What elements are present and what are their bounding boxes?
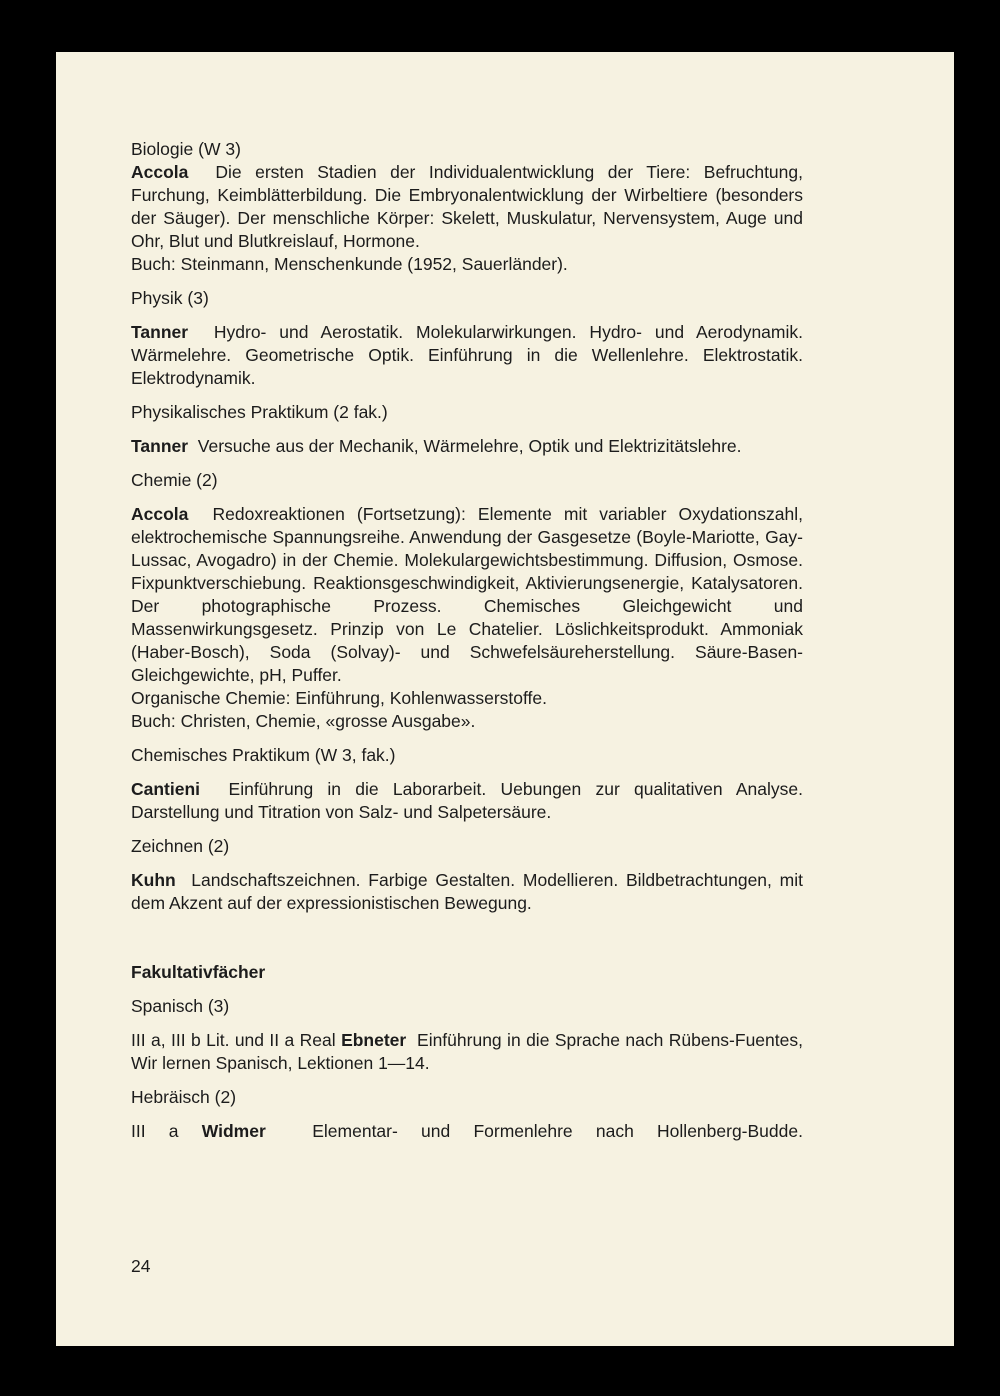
paragraph-text: Einführung in die Sprache nach Rübens-Fuentes, Wir lernen Spanisch, Lektionen 1—14. xyxy=(131,1030,803,1073)
teacher-name: Ebneter xyxy=(341,1030,407,1050)
paragraph-text: Versuche aus der Mechanik, Wärmelehre, Optik und Elektrizitätslehre. xyxy=(197,436,742,456)
document-page xyxy=(56,52,954,1346)
paragraph-text: Landschaftszeichnen. Farbige Gestalten. Modellieren. Bildbetrachtungen, mit dem Akzent auf der expressionistischen Bewegung. xyxy=(131,870,803,913)
section-title-praktikum: Physikalisches Praktikum (2 fak.) xyxy=(131,402,388,422)
organic-chemistry-line: Organische Chemie: Einführung, Kohlenwasserstoffe. xyxy=(131,688,548,708)
teacher-name: Tanner xyxy=(131,436,189,456)
paragraph-zeichnen xyxy=(131,869,803,915)
section-title-chem-praktikum: Chemisches Praktikum (W 3, fak.) xyxy=(131,745,396,765)
book-reference: Buch: Christen, Chemie, «grosse Ausgabe». xyxy=(131,711,476,731)
section-title-hebraeisch: Hebräisch (2) xyxy=(131,1087,237,1107)
section-title-physik: Physik (3) xyxy=(131,288,209,308)
teacher-name: Kuhn xyxy=(131,870,176,890)
paragraph-chem-praktikum xyxy=(131,778,803,824)
paragraph-text: Elementar- und Formenlehre nach Hollenberg-Budde. xyxy=(312,1121,803,1141)
book-reference: Buch: Steinmann, Menschenkunde (1952, Sauerländer). xyxy=(131,254,568,274)
paragraph-hebraeisch xyxy=(131,1120,803,1143)
page-number: 24 xyxy=(131,1256,151,1276)
paragraph-praktikum xyxy=(131,435,803,458)
teacher-name: Cantieni xyxy=(131,779,201,799)
page-content xyxy=(131,138,803,1143)
paragraph-text: Redoxreaktionen (Fortsetzung): Elemente mit variabler Oxydationszahl, elektrochemische Spannungsreihe. Anwendung der Gasgesetze (Boyle-Mariotte, Gay-Lussac, Avogadro) in der Chemie. Molekulargewichtsbestimmung. Diffusion, Osmose. Fixpunktverschiebung. Reaktionsgeschwindigkeit, Aktivierungsenergie, Katalysatoren. Der photographische Prozess. Chemisches Gleichgewicht und Massenwirkungsgesetz. Prinzip von Le Chatelier. Löslichkeitsprodukt. Ammoniak (Haber-Bosch), Soda (Solvay)- und Schwefelsäureherstellung. Säure-Basen-Gleichgewichte, pH, Puffer. xyxy=(131,504,803,685)
section-title-zeichnen: Zeichnen (2) xyxy=(131,836,230,856)
section-title-biologie: Biologie (W 3) xyxy=(131,139,241,159)
teacher-name: Tanner xyxy=(131,322,189,342)
paragraph-text: Einführung in die Laborarbeit. Uebungen zur qualitativen Analyse. Darstellung und Titration von Salz- und Salpetersäure. xyxy=(131,779,803,822)
teacher-name: Widmer xyxy=(201,1121,266,1141)
teacher-name: Accola xyxy=(131,504,189,524)
paragraph-text: Die ersten Stadien der Individualentwicklung der Tiere: Befruchtung, Furchung, Keimblätterbildung. Die Embryonalentwicklung der Wirbeltiere (besonders der Säuger). Der menschliche Körper: Skelett, Muskulatur, Nervensystem, Auge und Ohr, Blut und Blutkreislauf, Hormone. xyxy=(131,162,803,251)
teacher-name: Accola xyxy=(131,162,189,182)
paragraph-biologie xyxy=(131,161,803,253)
paragraph-spanisch xyxy=(131,1029,803,1075)
fakultativ-heading: Fakultativfächer xyxy=(131,962,266,982)
paragraph-physik xyxy=(131,321,803,390)
class-list: III a xyxy=(131,1121,179,1141)
class-list: III a, III b Lit. und II a Real xyxy=(131,1030,336,1050)
section-title-spanisch: Spanisch (3) xyxy=(131,996,230,1016)
section-title-chemie: Chemie (2) xyxy=(131,470,218,490)
paragraph-text: Hydro- und Aerostatik. Molekularwirkungen. Hydro- und Aerodynamik. Wärmelehre. Geometrische Optik. Einführung in die Wellenlehre. Elektrostatik. Elektrodynamik. xyxy=(131,322,803,388)
paragraph-chemie xyxy=(131,503,803,687)
